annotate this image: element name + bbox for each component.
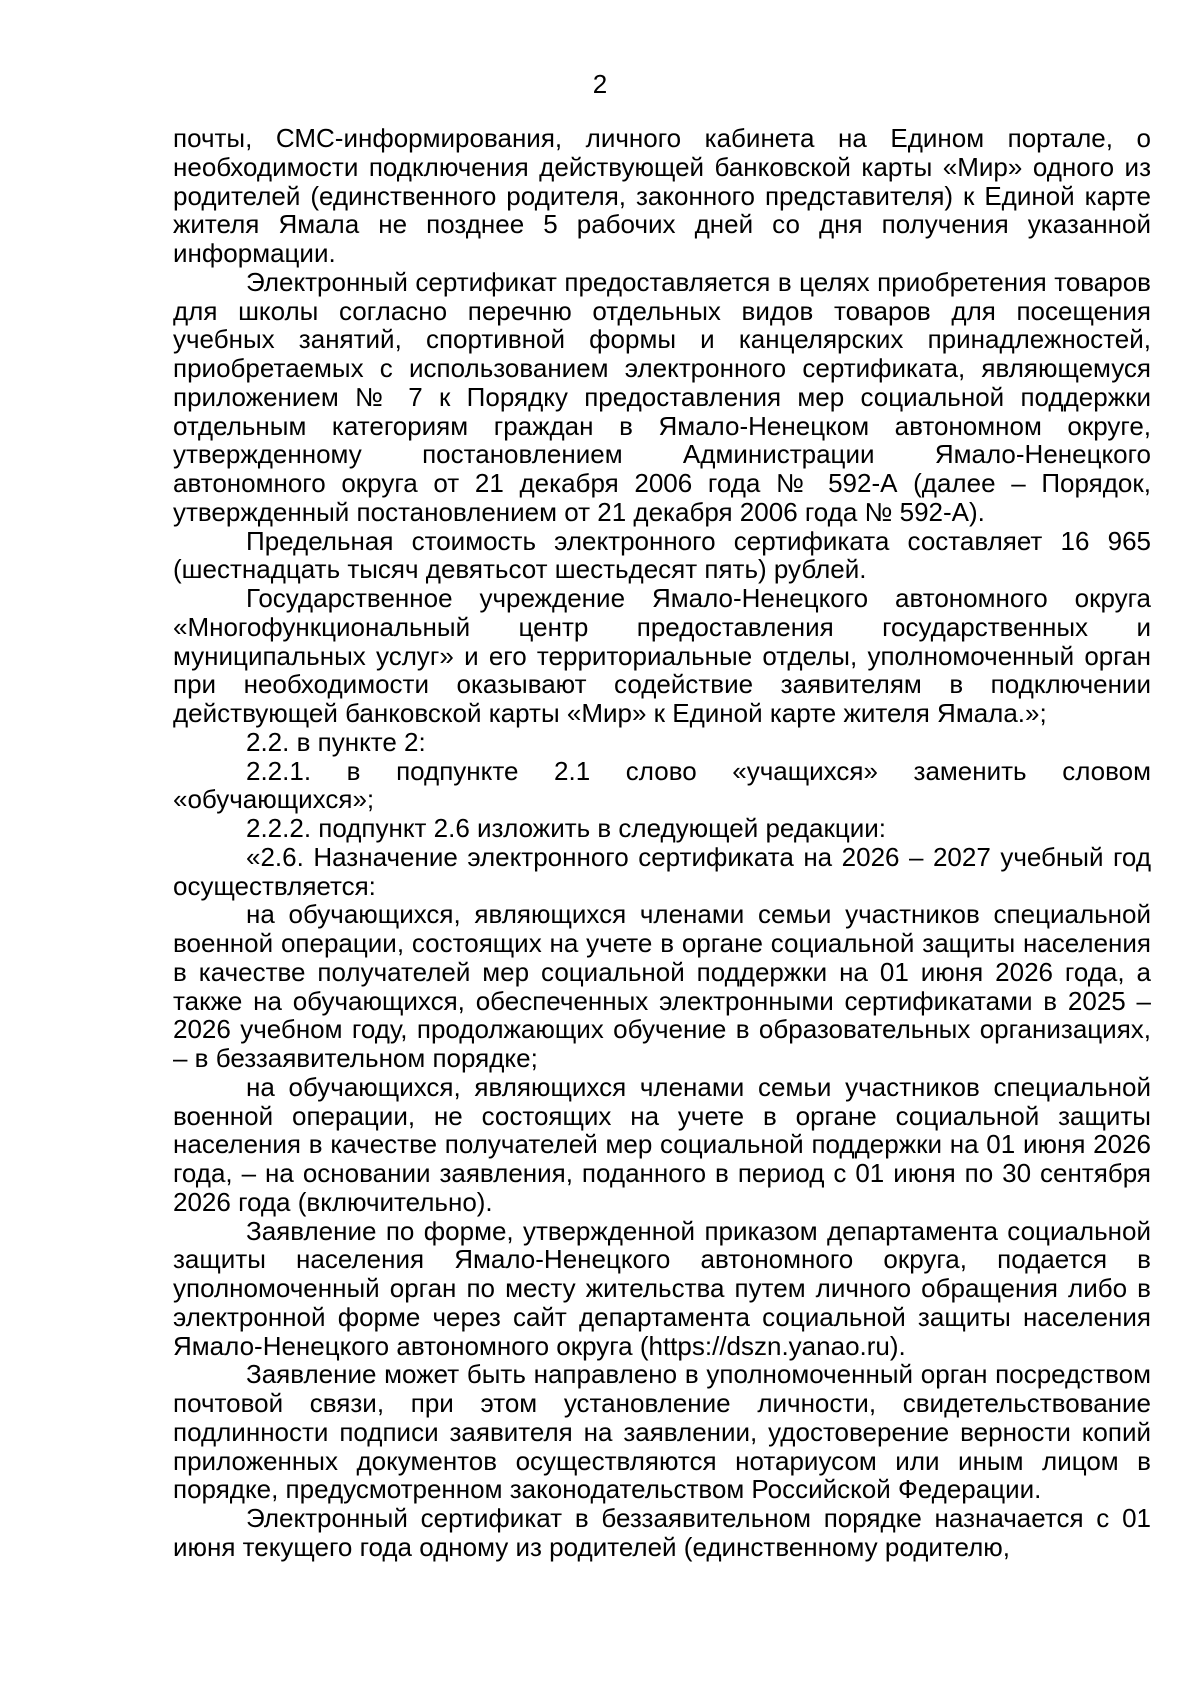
paragraph-6: 2.2.1. в подпункте 2.1 слово «учащихся» заменить словом «обучающихся»; [173,755,1151,815]
paragraph-13: Электронный сертификат в беззаявительном порядке назначается с 01 июня текущего года одному из родителей (единственному родителю, [173,1503,1151,1562]
paragraph-4: Государственное учреждение Ямало-Ненецкого автономного округа «Многофункциональный центр предоставления государственных и муниципальных услуг» и его территориальные отделы, уполномоченный орган при необходимости оказывают содействие заявителям в подключении действующей банковской карты «Мир» к Единой карте жителя Ямала.»; [173,583,1151,728]
paragraph-12: Заявление может быть направлено в уполномоченный орган посредством почтовой связи, при этом установление личности, свидетельствование подлинности подписи заявителя на заявлении, удостоверение верности копий приложенных документов осуществляются нотариусом или иным лицом в порядке, предусмотренном законодательством Российской Федерации. [173,1359,1151,1505]
document-body [173,124,1151,1562]
paragraph-9: на обучающихся, являющихся членами семьи участников специальной военной операции, состоящих на учете в органе социальной защиты населения в качестве получателей мер социальной поддержки на 01 июня 2026 года, а также на обучающихся, обеспеченных электронными сертификатами в 2025 – 2026 учебном году, продолжающих обучение в образовательных организациях, – в беззаявительном порядке; [173,899,1151,1073]
page-number: 2 [592,69,608,99]
paragraph-11: Заявление по форме, утвержденной приказом департамента социальной защиты населения Ямало-Ненецкого автономного округа, подается в уполномоченный орган по месту жительства путем личного обращения либо в электронной форме через сайт департамента социальной защиты населения Ямало-Ненецкого автономного округа (https://dszn.yanao.ru). [173,1215,1151,1361]
paragraph-1: почты, СМС-информирования, личного кабинета на Едином портале, о необходимости подключения действующей банковской карты «Мир» одного из родителей (единственного родителя, законного представителя) к Единой карте жителя Ямала не позднее 5 рабочих дней со дня получения указанной информации. [173,123,1151,268]
paragraph-5: 2.2. в пункте 2: [246,726,426,757]
paragraph-10: на обучающихся, являющихся членами семьи участников специальной военной операции, не состоящих на учете в органе социальной защиты населения в качестве получателей мер социальной поддержки на 01 июня 2026 года, – на основании заявления, поданного в период с 01 июня по 30 сентября 2026 года (включительно). [173,1071,1151,1217]
paragraph-7: 2.2.2. подпункт 2.6 изложить в следующей редакции: [246,813,886,843]
paragraph-2: Электронный сертификат предоставляется в целях приобретения товаров для школы согласно перечню отдельных видов товаров для посещения учебных занятий, спортивной формы и канцелярских принадлежностей, приобретаемых с использованием электронного сертификата, являющемуся приложением № 7 к Порядку предоставления мер социальной поддержки отдельным категориям граждан в Ямало-Ненецком автономном округе, утвержденному постановлением Администрации Ямало-Ненецкого автономного округа от 21 декабря 2006 года № 592-А (далее – Порядок, утвержденный постановлением от 21 декабря 2006 года № 592-А). [173,266,1151,527]
paragraph-8: «2.6. Назначение электронного сертификата на 2026 – 2027 учебный год осуществляется: [173,841,1151,901]
paragraph-3: Предельная стоимость электронного сертификата составляет 16 965 (шестнадцать тысяч девятьсот шестьдесят пять) рублей. [173,525,1151,585]
